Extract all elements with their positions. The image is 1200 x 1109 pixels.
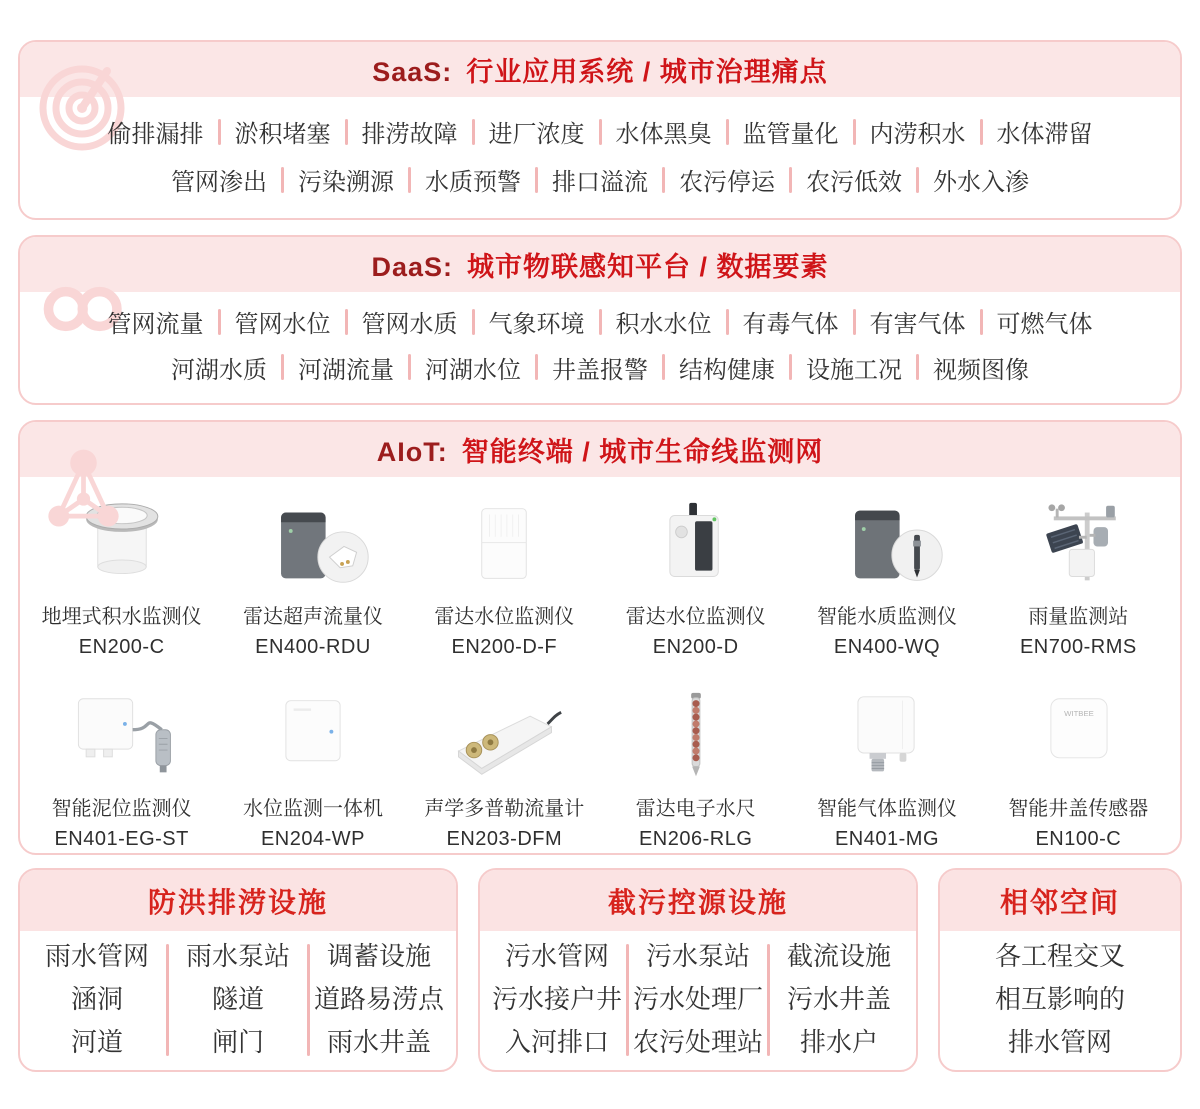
water-quality-monitor-icon xyxy=(802,499,972,591)
adjacent-space-box xyxy=(938,868,1182,1072)
level-monitor-allinone-icon xyxy=(228,691,398,783)
facility-item: 调蓄设施 xyxy=(326,941,431,971)
data-element-item: 管网流量 xyxy=(107,311,204,339)
device-name: 雨量监测站 xyxy=(1028,606,1129,628)
data-element-item: 设施工况 xyxy=(806,356,902,384)
facility-column xyxy=(169,935,307,1064)
item-divider xyxy=(408,354,411,380)
facility-item: 相互影响的 xyxy=(994,984,1125,1014)
item-divider xyxy=(980,119,983,145)
device-model: EN204-WP xyxy=(260,828,365,850)
aiot-title-prefix: AIoT: xyxy=(376,437,448,467)
facility-column xyxy=(770,935,908,1064)
facility-column xyxy=(629,935,767,1064)
facility-column xyxy=(948,935,1172,1064)
saas-title xyxy=(372,50,828,89)
device-model: EN401-MG xyxy=(834,828,939,850)
data-element-item: 有毒气体 xyxy=(742,311,839,339)
item-divider xyxy=(281,167,284,193)
data-element-item: 河湖水位 xyxy=(425,356,521,384)
device-model: EN203-DFM xyxy=(446,828,563,850)
aiot-title xyxy=(377,430,824,469)
device-card xyxy=(409,691,600,851)
data-element-item: 管网水位 xyxy=(234,311,331,339)
device-card xyxy=(983,499,1174,659)
gas-monitor-icon xyxy=(802,691,972,783)
pain-point-item: 排涝故障 xyxy=(361,121,458,148)
device-model: EN200-C xyxy=(78,636,165,658)
facility-item: 污水泵站 xyxy=(645,941,750,971)
facility-row xyxy=(18,868,1182,1072)
item-divider xyxy=(916,354,919,380)
pain-point-item: 水体滞留 xyxy=(996,121,1093,148)
sewage-facility-header xyxy=(480,870,916,931)
saas-section xyxy=(18,40,1182,220)
device-model: EN400-WQ xyxy=(833,636,941,658)
saas-body xyxy=(20,97,1180,218)
item-divider xyxy=(789,167,792,193)
data-element-item: 积水水位 xyxy=(615,311,712,339)
device-model: EN206-RLG xyxy=(638,828,753,850)
radar-ultrasonic-flowmeter-icon xyxy=(228,499,398,591)
facility-item: 污水接户井 xyxy=(491,984,622,1014)
device-name: 声学多普勒流量计 xyxy=(424,798,585,820)
device-model: EN200-D-F xyxy=(451,636,558,658)
data-element-item: 河湖流量 xyxy=(298,356,394,384)
device-card xyxy=(791,691,982,851)
facility-item: 污水井盖 xyxy=(786,984,891,1014)
daas-title-prefix: DaaS: xyxy=(371,252,453,282)
sewage-facility-box xyxy=(478,868,918,1072)
facility-item: 农污处理站 xyxy=(632,1027,763,1057)
device-badge-text: WITBEE xyxy=(1064,709,1095,719)
sewage-facility-body xyxy=(480,931,916,1072)
radar-level-monitor-icon xyxy=(611,499,781,591)
data-element-item: 井盖报警 xyxy=(552,356,648,384)
facility-item: 隧道 xyxy=(211,984,264,1014)
flood-facility-title: 防洪排涝设施 xyxy=(147,886,328,918)
device-name: 水位监测一体机 xyxy=(242,798,383,820)
doppler-flowmeter-icon xyxy=(419,691,589,783)
device-card xyxy=(217,499,408,659)
pain-point-item: 进厂浓度 xyxy=(488,121,585,148)
data-element-item: 管网水质 xyxy=(361,311,458,339)
facility-item: 雨水泵站 xyxy=(185,941,290,971)
device-name: 智能泥位监测仪 xyxy=(51,798,192,820)
device-model: EN200-D xyxy=(652,636,739,658)
device-card xyxy=(600,499,791,659)
item-divider xyxy=(472,119,475,145)
device-grid xyxy=(20,477,1180,851)
device-model: EN700-RMS xyxy=(1019,636,1137,658)
pain-point-item: 排口溢流 xyxy=(552,169,648,196)
device-card xyxy=(600,691,791,851)
flood-facility-body xyxy=(20,931,456,1072)
adjacent-space-body xyxy=(940,931,1180,1072)
device-card xyxy=(217,691,408,851)
aiot-title-main: 智能终端 / 城市生命线监测网 xyxy=(461,437,824,467)
facility-item: 河道 xyxy=(70,1027,123,1057)
adjacent-space-title: 相邻空间 xyxy=(999,886,1120,918)
item-divider xyxy=(662,167,665,193)
flood-facility-box xyxy=(18,868,458,1072)
daas-title xyxy=(371,245,828,284)
facility-column xyxy=(28,935,166,1064)
radar-water-gauge-icon xyxy=(611,691,781,783)
item-divider xyxy=(980,309,983,335)
pain-point-item: 淤积堵塞 xyxy=(234,121,331,148)
item-divider xyxy=(726,119,729,145)
device-model: EN401-EG-ST xyxy=(54,828,189,850)
device-name: 雷达超声流量仪 xyxy=(242,606,383,628)
pain-point-item: 内涝积水 xyxy=(869,121,966,148)
facility-item: 污水管网 xyxy=(504,941,609,971)
rain-station-icon xyxy=(993,499,1163,591)
device-card xyxy=(26,691,217,851)
radar-level-monitor-f-icon xyxy=(419,499,589,591)
facility-item: 入河排口 xyxy=(504,1027,609,1057)
data-element-item: 有害气体 xyxy=(869,311,966,339)
data-element-item: 气象环境 xyxy=(488,311,585,339)
pain-point-item: 偷排漏排 xyxy=(107,121,204,148)
item-divider xyxy=(472,309,475,335)
aiot-section xyxy=(18,420,1182,855)
saas-title-prefix: SaaS: xyxy=(372,57,453,87)
saas-pain-points-row-2 xyxy=(20,162,1180,197)
adjacent-space-header xyxy=(940,870,1180,931)
daas-section xyxy=(18,235,1182,405)
daas-title-main: 城市物联感知平台 / 数据要素 xyxy=(467,252,829,282)
device-model: EN100-C xyxy=(1035,828,1122,850)
sludge-level-monitor-icon xyxy=(37,691,207,783)
device-card xyxy=(983,691,1174,851)
device-card xyxy=(791,499,982,659)
saas-pain-points-row-1 xyxy=(20,114,1180,149)
device-name: 雷达水位监测仪 xyxy=(434,606,575,628)
item-divider xyxy=(599,309,602,335)
item-divider xyxy=(853,119,856,145)
daas-header xyxy=(20,237,1180,292)
item-divider xyxy=(789,354,792,380)
pain-point-item: 污染溯源 xyxy=(298,169,394,196)
device-card xyxy=(409,499,600,659)
item-divider xyxy=(535,354,538,380)
sewage-facility-title: 截污控源设施 xyxy=(607,886,788,918)
manhole-cover-sensor-icon xyxy=(993,691,1163,783)
pain-point-item: 管网渗出 xyxy=(171,169,267,196)
device-card xyxy=(26,499,217,659)
facility-item: 排水管网 xyxy=(1007,1027,1112,1057)
facility-item: 涵洞 xyxy=(70,984,123,1014)
item-divider xyxy=(662,354,665,380)
device-name: 智能井盖传感器 xyxy=(1008,798,1149,820)
facility-item: 污水处理厂 xyxy=(632,984,763,1014)
saas-title-main: 行业应用系统 / 城市治理痛点 xyxy=(466,57,828,87)
device-name: 地埋式积水监测仪 xyxy=(41,606,202,628)
device-name: 雷达电子水尺 xyxy=(635,798,756,820)
facility-item: 闸门 xyxy=(211,1027,264,1057)
facility-item: 道路易涝点 xyxy=(313,984,444,1014)
pain-point-item: 监管量化 xyxy=(742,121,839,148)
device-name: 智能气体监测仪 xyxy=(816,798,957,820)
facility-item: 雨水管网 xyxy=(44,941,149,971)
daas-body xyxy=(20,292,1180,403)
page-content xyxy=(18,40,1182,1072)
daas-data-row-1 xyxy=(20,304,1180,339)
facility-item: 各工程交叉 xyxy=(994,941,1125,971)
facility-column xyxy=(310,935,448,1064)
facility-item: 雨水井盖 xyxy=(326,1027,431,1057)
facility-column xyxy=(488,935,626,1064)
data-element-item: 河湖水质 xyxy=(171,356,267,384)
aiot-header xyxy=(20,422,1180,477)
pain-point-item: 农污低效 xyxy=(806,169,902,196)
pain-point-item: 水体黑臭 xyxy=(615,121,712,148)
device-model: EN400-RDU xyxy=(255,636,371,658)
data-element-item: 可燃气体 xyxy=(996,311,1093,339)
device-name: 智能水质监测仪 xyxy=(816,606,957,628)
item-divider xyxy=(345,309,348,335)
item-divider xyxy=(726,309,729,335)
buried-water-monitor-icon xyxy=(37,499,207,591)
data-element-item: 结构健康 xyxy=(679,356,775,384)
saas-header xyxy=(20,42,1180,97)
pain-point-item: 水质预警 xyxy=(425,169,521,196)
item-divider xyxy=(408,167,411,193)
pain-point-item: 农污停运 xyxy=(679,169,775,196)
facility-item: 排水户 xyxy=(799,1027,878,1057)
item-divider xyxy=(345,119,348,145)
item-divider xyxy=(218,119,221,145)
item-divider xyxy=(535,167,538,193)
item-divider xyxy=(916,167,919,193)
data-element-item: 视频图像 xyxy=(933,356,1029,384)
item-divider xyxy=(218,309,221,335)
daas-data-row-2 xyxy=(20,350,1180,385)
device-name: 雷达水位监测仪 xyxy=(625,606,766,628)
facility-item: 截流设施 xyxy=(786,941,891,971)
pain-point-item: 外水入渗 xyxy=(933,169,1029,196)
item-divider xyxy=(281,354,284,380)
item-divider xyxy=(853,309,856,335)
item-divider xyxy=(599,119,602,145)
flood-facility-header xyxy=(20,870,456,931)
